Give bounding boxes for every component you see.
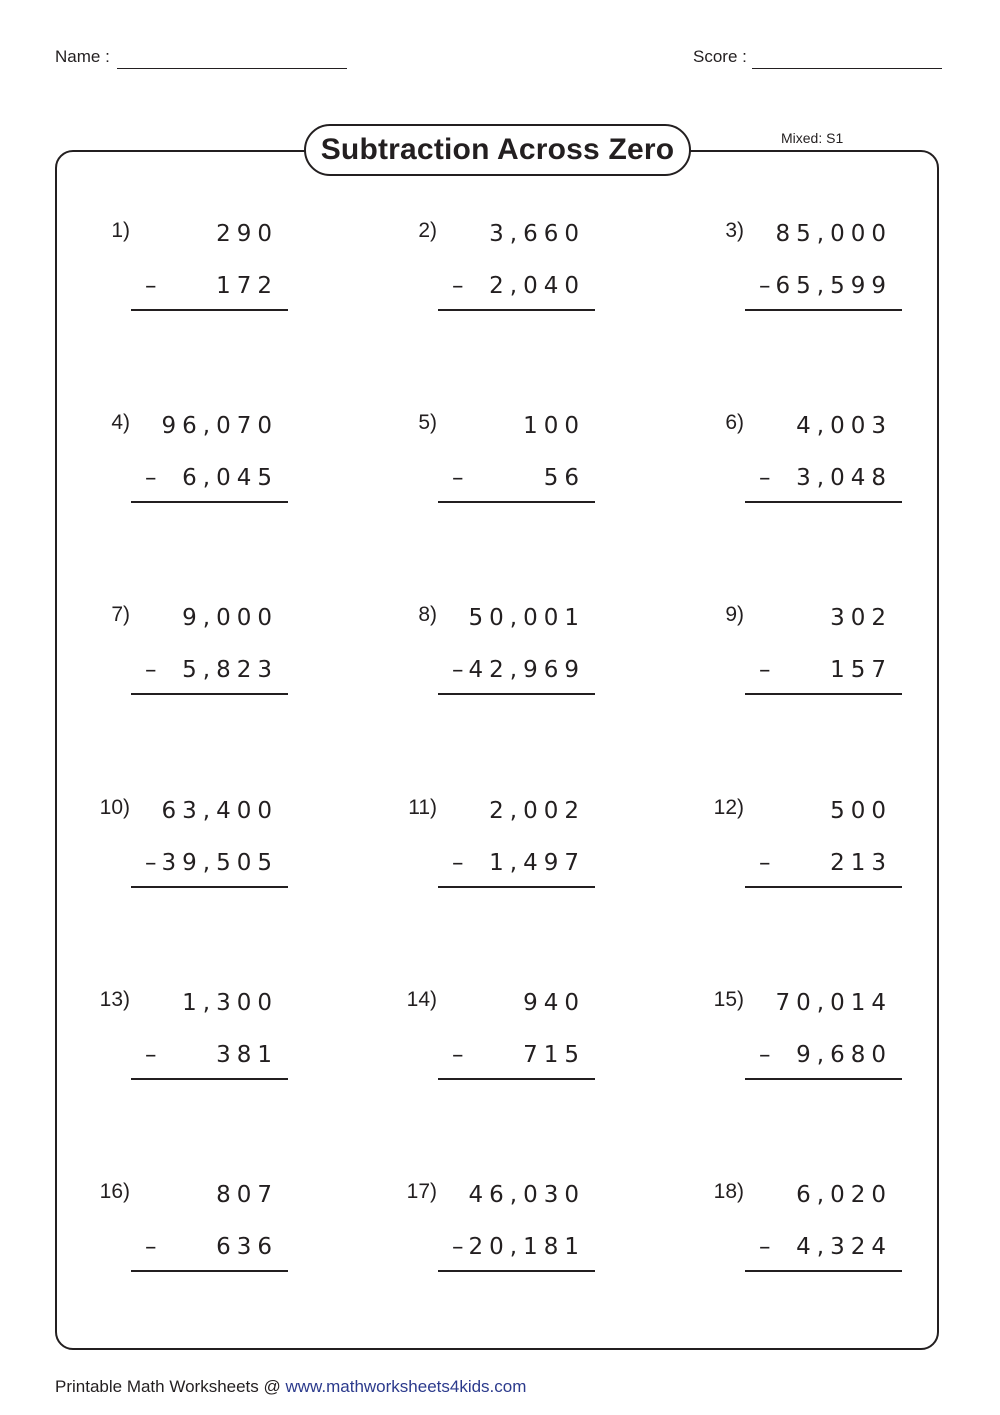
set-label: Mixed: S1 — [781, 130, 844, 146]
score-label: Score : — [693, 47, 747, 66]
subtrahend: 3,048 — [796, 465, 892, 491]
problem-8 — [403, 603, 603, 713]
problem-13 — [96, 988, 296, 1098]
problem-12 — [710, 796, 910, 906]
minus-sign: – — [452, 273, 464, 299]
problem-number: 5) — [418, 411, 437, 434]
minus-sign: – — [452, 850, 464, 876]
worksheet-frame — [55, 150, 939, 1350]
problem-15 — [710, 988, 910, 1098]
subtrahend: 39,505 — [161, 850, 278, 876]
answer-line[interactable] — [745, 886, 902, 888]
answer-line[interactable] — [745, 693, 902, 695]
answer-line[interactable] — [438, 693, 595, 695]
footer-url[interactable]: www.mathworksheets4kids.com — [285, 1377, 527, 1396]
answer-line[interactable] — [438, 1270, 595, 1272]
minuend: 290 — [216, 221, 278, 247]
minus-sign: – — [145, 1234, 157, 1260]
minuend: 807 — [216, 1182, 278, 1208]
problem-number: 13) — [99, 988, 130, 1011]
minuend: 940 — [523, 990, 585, 1016]
subtrahend: 157 — [830, 657, 892, 683]
subtrahend: 381 — [216, 1042, 278, 1068]
answer-line[interactable] — [438, 501, 595, 503]
answer-line[interactable] — [131, 693, 288, 695]
answer-line[interactable] — [131, 501, 288, 503]
subtrahend: 9,680 — [796, 1042, 892, 1068]
problem-number: 6) — [725, 411, 744, 434]
problem-number: 11) — [408, 796, 437, 819]
minuend: 302 — [830, 605, 892, 631]
minuend: 96,070 — [161, 413, 278, 439]
answer-line[interactable] — [438, 886, 595, 888]
problem-number: 1) — [111, 219, 130, 242]
problem-14 — [403, 988, 603, 1098]
answer-line[interactable] — [438, 309, 595, 311]
minus-sign: – — [452, 465, 464, 491]
problem-number: 8) — [418, 603, 437, 626]
subtrahend: 42,969 — [468, 657, 585, 683]
minus-sign: – — [452, 1042, 464, 1068]
minuend: 100 — [523, 413, 585, 439]
problem-number: 9) — [725, 603, 744, 626]
subtrahend: 20,181 — [468, 1234, 585, 1260]
problem-number: 7) — [111, 603, 130, 626]
subtrahend: 1,497 — [489, 850, 585, 876]
problem-6 — [710, 411, 910, 521]
problem-number: 3) — [725, 219, 744, 242]
minus-sign: – — [145, 465, 157, 491]
worksheet-title: Subtraction Across Zero — [304, 124, 691, 176]
minus-sign: – — [145, 657, 157, 683]
answer-line[interactable] — [131, 1270, 288, 1272]
minuend: 3,660 — [489, 221, 585, 247]
problem-number: 4) — [111, 411, 130, 434]
problem-number: 16) — [99, 1180, 130, 1203]
minuend: 50,001 — [468, 605, 585, 631]
minus-sign: – — [759, 1042, 771, 1068]
answer-line[interactable] — [745, 1270, 902, 1272]
problem-2 — [403, 219, 603, 329]
minus-sign: – — [759, 273, 771, 299]
problem-number: 2) — [418, 219, 437, 242]
minuend: 70,014 — [775, 990, 892, 1016]
subtrahend: 65,599 — [775, 273, 892, 299]
problem-number: 15) — [713, 988, 744, 1011]
problem-11 — [403, 796, 603, 906]
footer — [55, 1377, 526, 1397]
minus-sign: – — [759, 850, 771, 876]
problem-17 — [403, 1180, 603, 1290]
subtrahend: 5,823 — [182, 657, 278, 683]
problem-4 — [96, 411, 296, 521]
problem-number: 14) — [406, 988, 437, 1011]
answer-line[interactable] — [131, 309, 288, 311]
problem-number: 17) — [406, 1180, 437, 1203]
problem-9 — [710, 603, 910, 713]
subtrahend: 636 — [216, 1234, 278, 1260]
minus-sign: – — [145, 273, 157, 299]
minuend: 6,020 — [796, 1182, 892, 1208]
minuend: 9,000 — [182, 605, 278, 631]
answer-line[interactable] — [745, 309, 902, 311]
minuend: 500 — [830, 798, 892, 824]
answer-line[interactable] — [131, 886, 288, 888]
minus-sign: – — [759, 1234, 771, 1260]
answer-line[interactable] — [745, 501, 902, 503]
subtrahend: 56 — [543, 465, 585, 491]
name-input-line[interactable] — [117, 68, 347, 69]
minus-sign: – — [759, 465, 771, 491]
problem-number: 18) — [713, 1180, 744, 1203]
subtrahend: 213 — [830, 850, 892, 876]
minuend: 4,003 — [796, 413, 892, 439]
answer-line[interactable] — [745, 1078, 902, 1080]
minus-sign: – — [145, 1042, 157, 1068]
name-label: Name : — [55, 47, 110, 66]
problem-3 — [710, 219, 910, 329]
minus-sign: – — [452, 657, 464, 683]
problem-number: 12) — [713, 796, 744, 819]
subtrahend: 715 — [523, 1042, 585, 1068]
minus-sign: – — [452, 1234, 464, 1260]
problem-7 — [96, 603, 296, 713]
answer-line[interactable] — [438, 1078, 595, 1080]
problem-10 — [96, 796, 296, 906]
subtrahend: 2,040 — [489, 273, 585, 299]
problem-number: 10) — [99, 796, 130, 819]
subtrahend: 6,045 — [182, 465, 278, 491]
answer-line[interactable] — [131, 1078, 288, 1080]
problem-1 — [96, 219, 296, 329]
minuend: 85,000 — [775, 221, 892, 247]
problem-16 — [96, 1180, 296, 1290]
footer-prefix: Printable Math Worksheets @ — [55, 1377, 286, 1396]
problem-18 — [710, 1180, 910, 1290]
minuend: 2,002 — [489, 798, 585, 824]
minuend: 46,030 — [468, 1182, 585, 1208]
score-input-line[interactable] — [752, 68, 942, 69]
minuend: 1,300 — [182, 990, 278, 1016]
minuend: 63,400 — [161, 798, 278, 824]
minus-sign: – — [145, 850, 157, 876]
minus-sign: – — [759, 657, 771, 683]
subtrahend: 4,324 — [796, 1234, 892, 1260]
subtrahend: 172 — [216, 273, 278, 299]
problem-5 — [403, 411, 603, 521]
